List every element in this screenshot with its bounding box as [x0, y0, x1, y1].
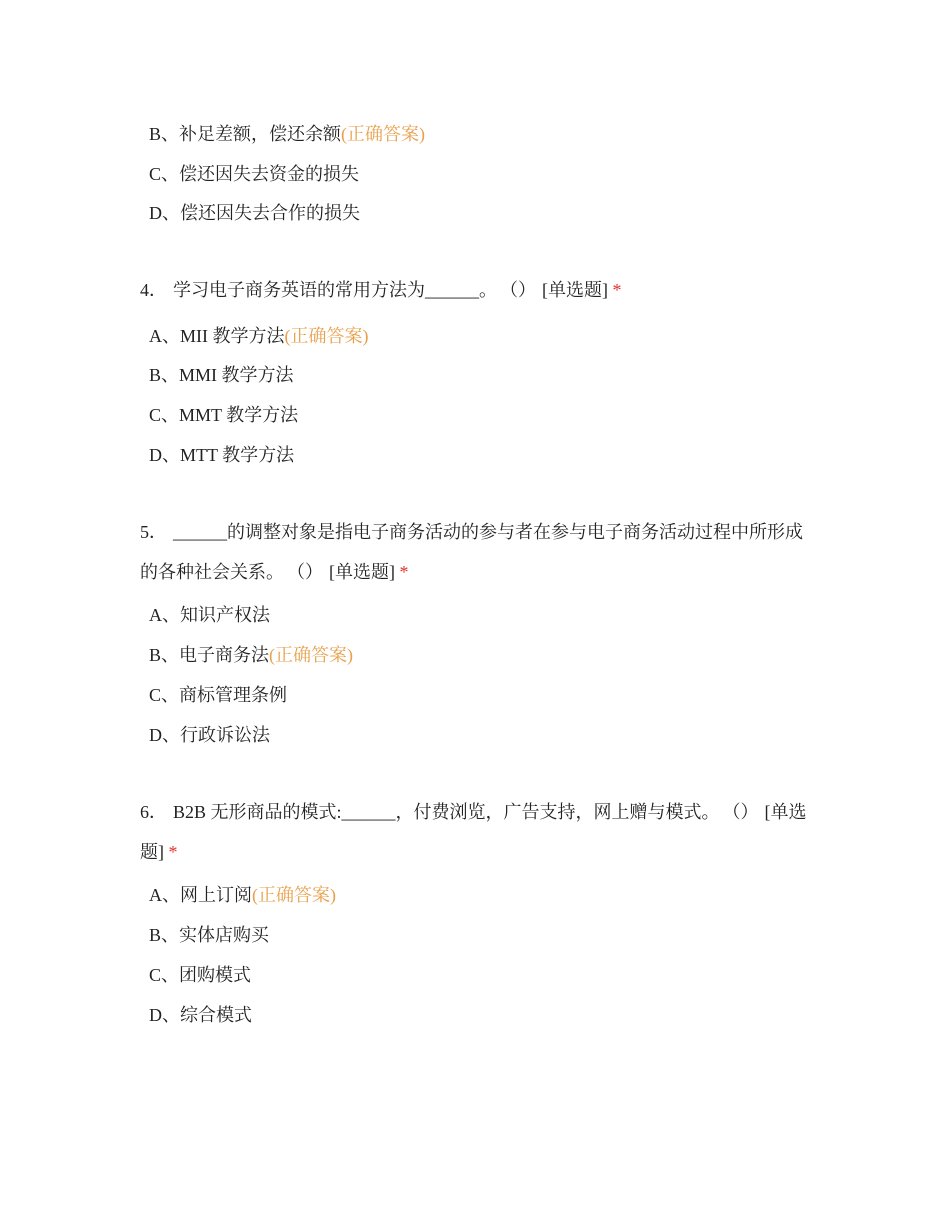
option-q6-b [149, 923, 269, 947]
question-number: 5． [140, 522, 167, 542]
option-q6-a [149, 883, 336, 907]
option-text: A、MII 教学方法 [149, 326, 285, 346]
correct-answer-tag: (正确答案) [252, 885, 336, 905]
correct-answer-tag: (正确答案) [284, 326, 369, 346]
question-text: B2B 无形商品的模式:______，付费浏览，广告支持，网上赠与模式。 [173, 802, 720, 822]
option-text: A、网上订阅 [149, 885, 252, 905]
option-text: C、MMT 教学方法 [149, 405, 299, 425]
question-type: [单选题] [542, 280, 608, 300]
option-text: A、知识产权法 [149, 605, 270, 625]
option-text: B、电子商务法 [149, 645, 270, 665]
question-type: [单选题] [329, 562, 395, 582]
option-q6-c [149, 963, 251, 987]
question-text: 学习电子商务英语的常用方法为______。 [173, 280, 497, 300]
option-q6-d [149, 1003, 252, 1027]
option-text: B、实体店购买 [149, 925, 270, 945]
required-mark: * [168, 842, 178, 862]
option-text: C、团购模式 [149, 965, 252, 985]
question-text: ______的调整对象是指电子商务活动的参与者在参与电子商务活动过程中所形成的各种社会关系。 [140, 522, 803, 582]
answer-paren: （） [509, 280, 536, 300]
option-text: B、MMI 教学方法 [149, 365, 294, 385]
required-mark: * [399, 562, 409, 582]
option-q4-c [149, 403, 298, 427]
option-q4-d [149, 443, 294, 467]
question-6 [140, 792, 812, 872]
correct-answer-tag: (正确答案) [269, 645, 354, 665]
option-text: D、综合模式 [149, 1005, 252, 1025]
option-q5-a [149, 603, 270, 627]
option-text: D、行政诉讼法 [149, 725, 270, 745]
option-text: C、偿还因失去资金的损失 [149, 164, 360, 184]
option-q4-a [149, 324, 369, 348]
option-q3-b [149, 122, 425, 146]
question-4 [140, 270, 812, 310]
option-q4-b [149, 363, 294, 387]
required-mark: * [612, 280, 622, 300]
option-text: C、商标管理条例 [149, 685, 288, 705]
question-type: [单选题] [140, 802, 807, 862]
answer-paren: （） [731, 802, 759, 822]
option-q5-b [149, 643, 353, 667]
option-q5-d [149, 723, 270, 747]
question-number: 6． [140, 802, 167, 822]
option-text: D、MTT 教学方法 [149, 445, 295, 465]
correct-answer-tag: (正确答案) [341, 124, 426, 144]
question-number: 4． [140, 280, 167, 300]
option-text: B、补足差额，偿还余额 [149, 124, 342, 144]
answer-paren: （） [296, 562, 323, 582]
option-q3-d [149, 201, 360, 225]
option-q5-c [149, 683, 287, 707]
question-5 [140, 512, 812, 592]
option-q3-c [149, 162, 359, 186]
option-text: D、偿还因失去合作的损失 [149, 203, 360, 223]
